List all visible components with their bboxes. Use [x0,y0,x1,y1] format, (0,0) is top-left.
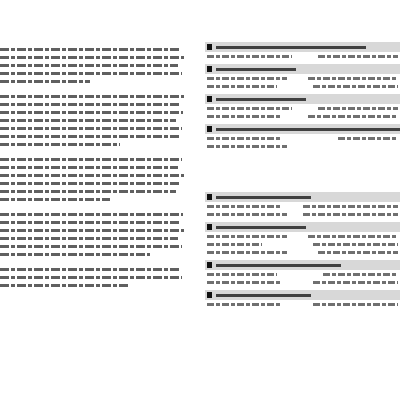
text-line [0,64,178,67]
spec-label [207,137,282,140]
paragraph [0,213,190,256]
spec-value [313,281,398,284]
spec-row [207,145,398,148]
paragraph [0,48,190,83]
section-header [205,64,400,74]
spec-label [207,107,292,110]
spec-value [303,213,398,216]
section-body [205,300,400,306]
spec-row [207,205,398,208]
section-body [205,202,400,216]
spec-row [207,115,398,118]
text-line [0,213,183,216]
section-body [205,52,400,58]
spec-value [338,137,398,140]
spec-label [207,251,287,254]
spec-row [207,137,398,140]
spec-value [308,77,398,80]
text-line [0,174,184,177]
bullet-icon [207,224,212,230]
spec-label [207,273,277,276]
section-title [216,128,400,131]
text-line [0,48,180,51]
section-title [216,226,306,229]
bullet-icon [207,194,212,200]
text-line [0,80,90,83]
text-line [0,245,182,248]
spec-row [207,77,398,80]
text-line [0,135,179,138]
spec-value [308,235,398,238]
text-line [0,198,110,201]
section-header [205,222,400,232]
section-body [205,232,400,254]
section-header [205,42,400,52]
bullet-icon [207,96,212,102]
section-title [216,196,311,199]
spec-label [207,55,292,58]
spec-section [205,260,400,284]
text-line [0,111,183,114]
spec-row [207,273,398,276]
bullet-icon [207,262,212,268]
spec-label [207,77,287,80]
text-line [0,221,180,224]
spec-label [207,303,282,306]
text-line [0,237,178,240]
section-header [205,290,400,300]
spec-value [323,273,398,276]
text-line [0,72,182,75]
bullet-icon [207,66,212,72]
spec-label [207,213,287,216]
bullet-icon [207,126,212,132]
text-line [0,284,130,287]
spec-section [205,124,400,148]
spec-row [207,251,398,254]
text-line [0,276,182,279]
section-header [205,260,400,270]
text-line [0,103,180,106]
spec-value [303,205,398,208]
section-header [205,192,400,202]
text-line [0,143,120,146]
spec-row [207,281,398,284]
spec-row [207,303,398,306]
right-specs-column [205,42,400,312]
bullet-icon [207,44,212,50]
spec-value [313,85,398,88]
spec-label [207,235,287,238]
spec-section [205,290,400,306]
spec-section [205,192,400,216]
spec-section [205,42,400,58]
text-line [0,166,178,169]
section-body [205,74,400,88]
paragraph [0,95,190,146]
spec-value [318,55,398,58]
paragraph [0,158,190,201]
text-line [0,95,184,98]
section-body [205,134,400,148]
text-line [0,158,182,161]
paragraph [0,268,190,287]
spec-value [313,303,398,306]
text-line [0,56,184,59]
spec-section [205,94,400,118]
spec-value [313,243,398,246]
section-header [205,124,400,134]
bullet-icon [207,292,212,298]
section-body [205,270,400,284]
spec-value [318,251,398,254]
section-title [216,68,296,71]
spec-row [207,213,398,216]
spec-row [207,55,398,58]
left-text-column [0,48,190,299]
text-line [0,119,176,122]
text-line [0,182,180,185]
section-header [205,94,400,104]
spec-label [207,145,287,148]
spec-label [207,243,262,246]
text-line [0,253,150,256]
spec-row [207,243,398,246]
spec-label [207,281,282,284]
section-title [216,98,306,101]
spec-section [205,64,400,88]
spec-row [207,235,398,238]
spec-section [205,222,400,254]
section-body [205,104,400,118]
spec-label [207,115,282,118]
section-title [216,294,311,297]
text-line [0,127,182,130]
spec-label [207,85,277,88]
spec-value [308,115,398,118]
spec-row [207,85,398,88]
spacer [205,154,400,192]
section-title [216,46,366,49]
text-line [0,229,184,232]
spec-label [207,205,282,208]
spec-row [207,107,398,110]
text-line [0,268,180,271]
text-line [0,190,176,193]
section-title [216,264,341,267]
spec-value [318,107,398,110]
